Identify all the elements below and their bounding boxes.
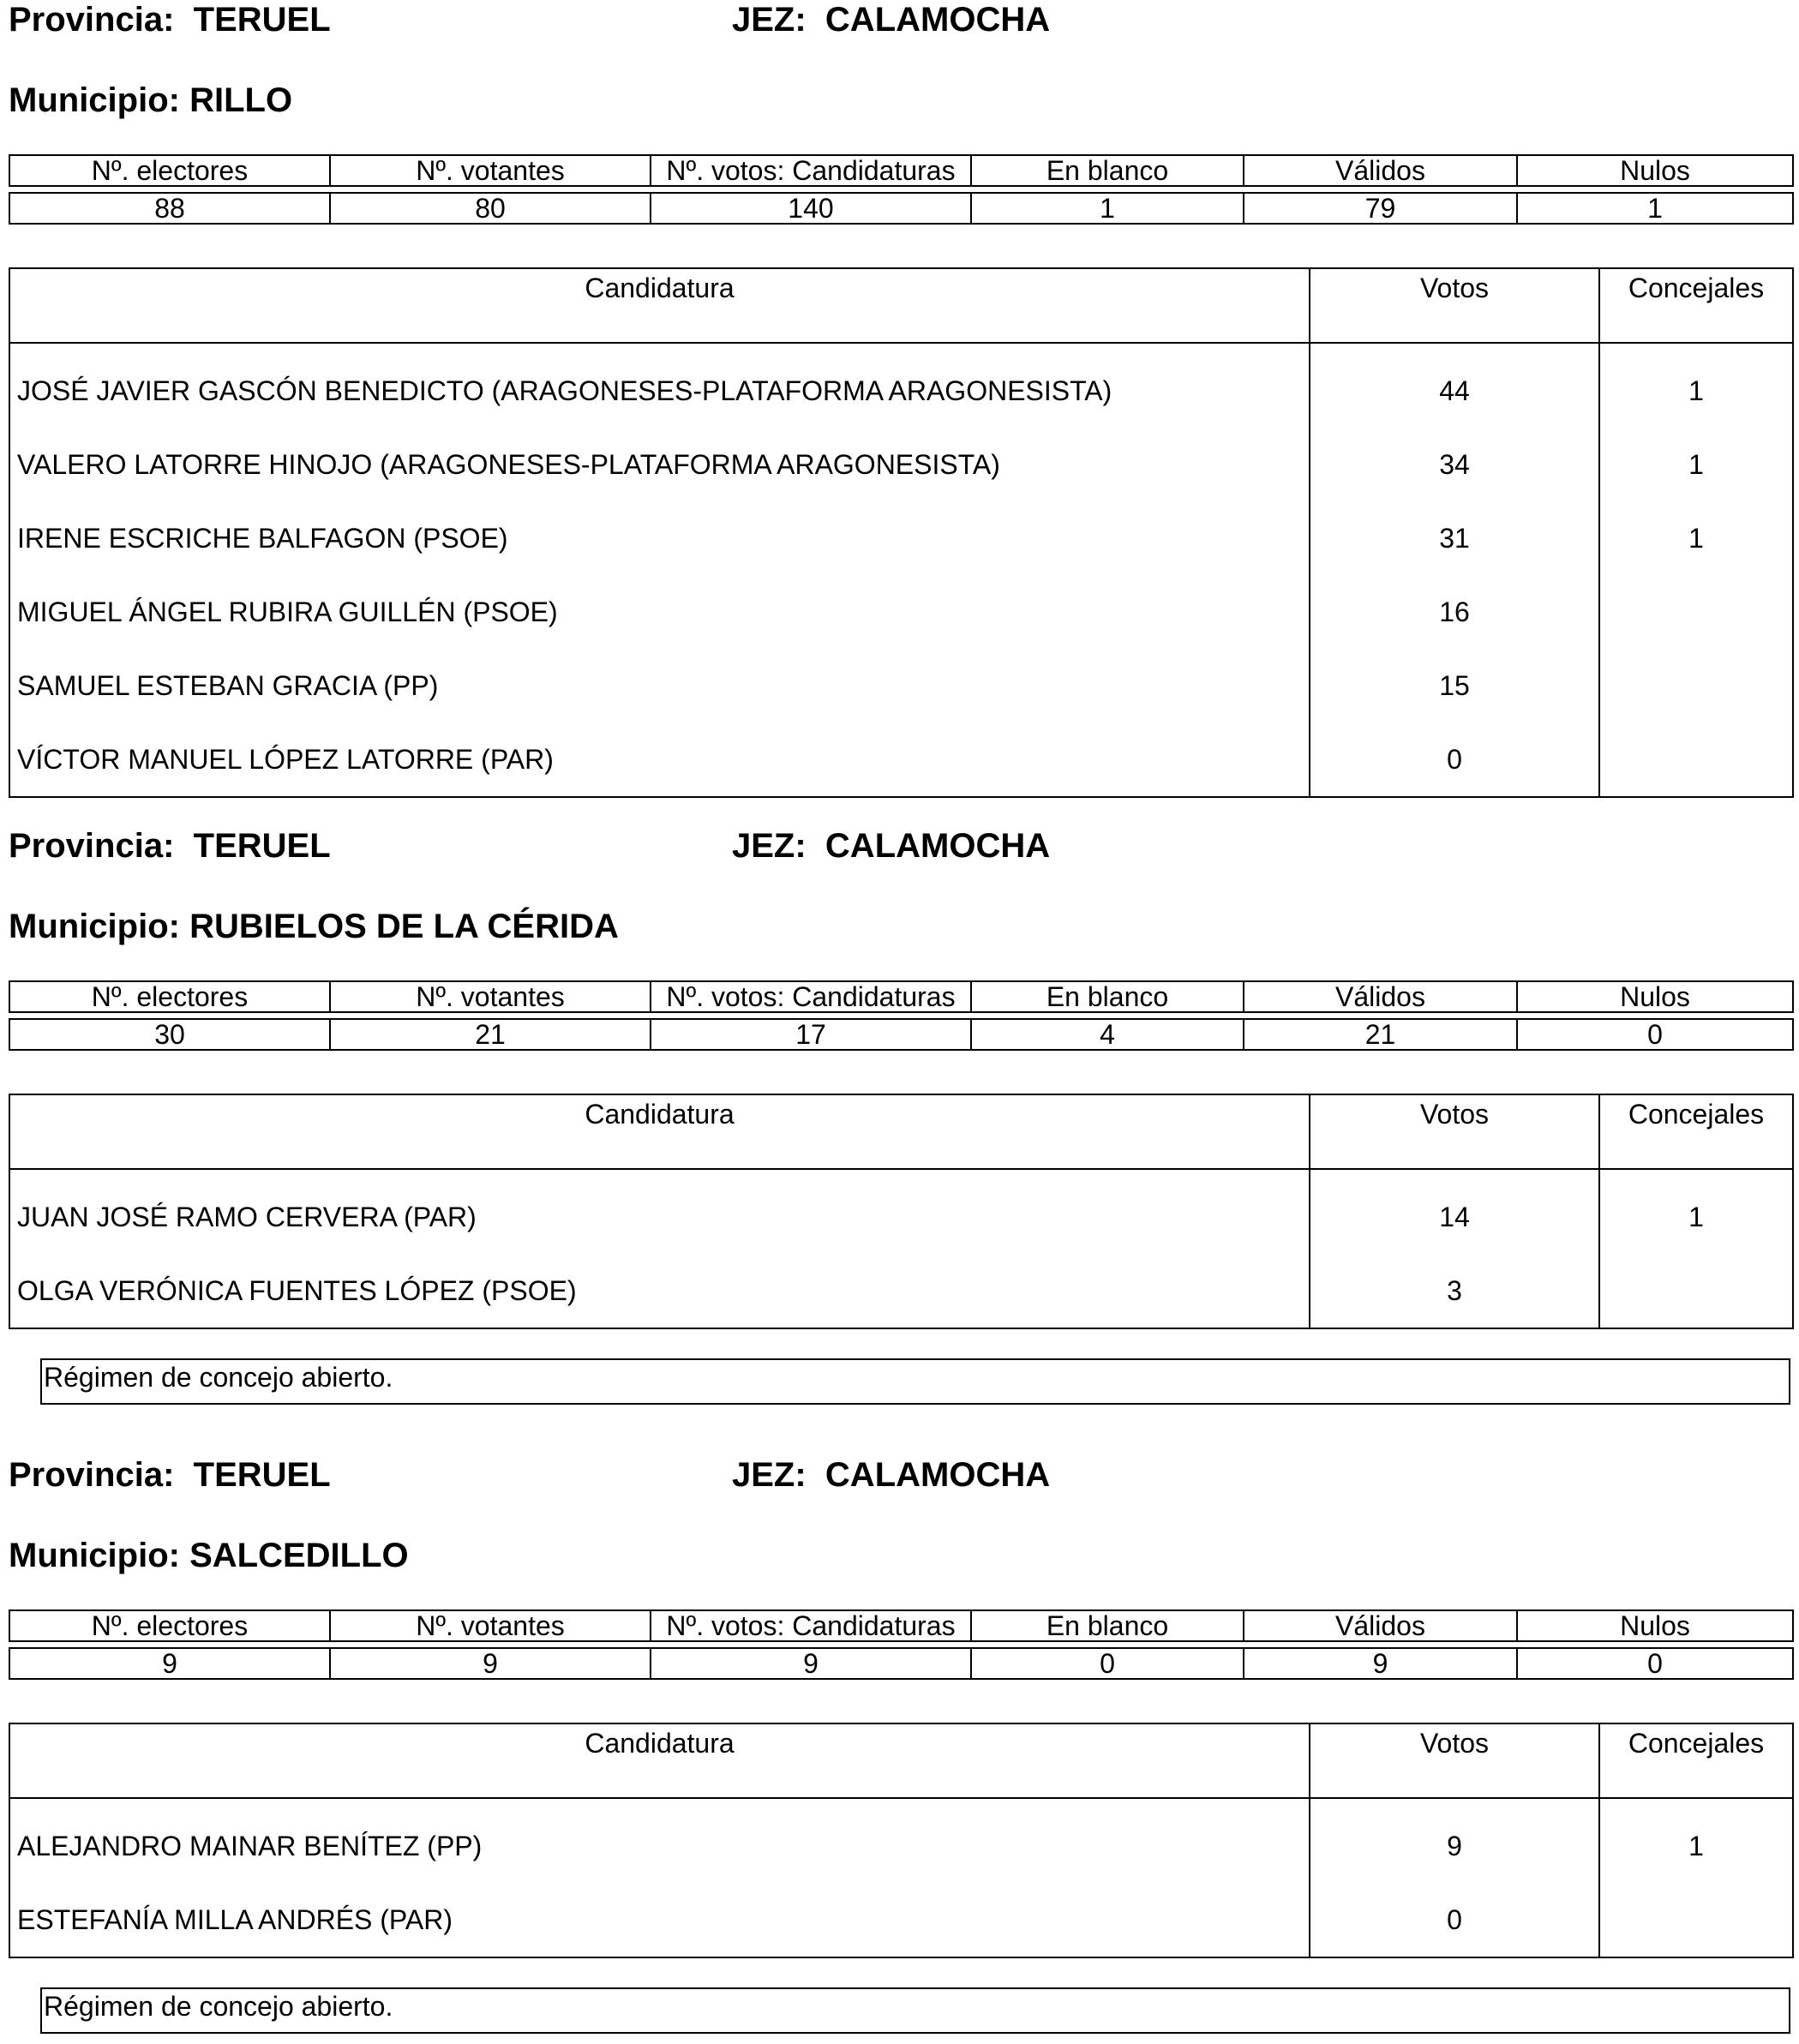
candidate-votes: 0 bbox=[1310, 722, 1599, 797]
cand-header-candidatura: Candidatura bbox=[9, 268, 1310, 343]
candidate-votes: 34 bbox=[1310, 428, 1599, 501]
stats-header-votos-candidaturas: Nº. votos: Candidaturas bbox=[651, 981, 971, 1012]
candidate-name: MIGUEL ÁNGEL RUBIRA GUILLÉN (PSOE) bbox=[17, 596, 558, 627]
candidate-concejales bbox=[1599, 722, 1793, 797]
municipio-label: Municipio: bbox=[9, 908, 180, 945]
municipio-value: SALCEDILLO bbox=[189, 1537, 409, 1574]
stats-values-table bbox=[9, 1647, 1794, 1680]
jez-label: JEZ: bbox=[732, 1456, 807, 1494]
table-row bbox=[9, 575, 1793, 649]
table-row bbox=[9, 343, 1793, 428]
candidate-name: ALEJANDRO MAINAR BENÍTEZ (PP) bbox=[17, 1830, 483, 1861]
stats-header-votantes: Nº. votantes bbox=[330, 1610, 651, 1641]
cand-header-candidatura: Candidatura bbox=[9, 1723, 1310, 1798]
candidate-concejales: 1 bbox=[1599, 501, 1793, 575]
table-row bbox=[9, 1169, 1793, 1254]
table-row bbox=[9, 1254, 1793, 1328]
table-row bbox=[9, 649, 1793, 722]
stats-header-votos-candidaturas: Nº. votos: Candidaturas bbox=[651, 1610, 971, 1641]
candidate-votes: 9 bbox=[1310, 1798, 1599, 1883]
candidates-table bbox=[9, 267, 1794, 798]
candidate-votes: 16 bbox=[1310, 575, 1599, 649]
stats-header-validos: Válidos bbox=[1244, 981, 1517, 1012]
provincia-value: TERUEL bbox=[193, 1456, 331, 1494]
jez-label: JEZ: bbox=[732, 827, 807, 865]
candidate-votes: 14 bbox=[1310, 1169, 1599, 1254]
cand-header-candidatura: Candidatura bbox=[9, 1094, 1310, 1169]
stats-header-en-blanco: En blanco bbox=[971, 1610, 1244, 1641]
provincia-heading bbox=[9, 0, 331, 39]
jez-label: JEZ: bbox=[732, 1, 807, 39]
cand-header-votos: Votos bbox=[1310, 268, 1599, 343]
stats-values-table bbox=[9, 1018, 1794, 1051]
candidate-concejales: 1 bbox=[1599, 1169, 1793, 1254]
municipio-heading bbox=[9, 81, 292, 120]
table-row bbox=[9, 1798, 1793, 1883]
stats-header-table bbox=[9, 1609, 1794, 1642]
cand-header-concejales: Concejales bbox=[1599, 1094, 1793, 1169]
candidate-votes: 0 bbox=[1310, 1883, 1599, 1957]
candidate-name: SAMUEL ESTEBAN GRACIA (PP) bbox=[17, 669, 439, 701]
jez-value: CALAMOCHA bbox=[825, 1, 1051, 39]
provincia-value: TERUEL bbox=[193, 827, 331, 865]
stats-value-electores: 88 bbox=[9, 193, 330, 224]
stats-header-electores: Nº. electores bbox=[9, 981, 330, 1012]
candidate-name: JUAN JOSÉ RAMO CERVERA (PAR) bbox=[17, 1201, 477, 1232]
municipio-heading bbox=[9, 1536, 409, 1575]
provincia-label: Provincia: bbox=[9, 1456, 175, 1494]
municipio-label: Municipio: bbox=[9, 81, 180, 119]
candidate-concejales: 1 bbox=[1599, 1798, 1793, 1883]
stats-header-en-blanco: En blanco bbox=[971, 981, 1244, 1012]
table-row bbox=[9, 722, 1793, 797]
candidate-concejales bbox=[1599, 1883, 1793, 1957]
municipio-value: RUBIELOS DE LA CÉRIDA bbox=[189, 908, 619, 945]
jez-value: CALAMOCHA bbox=[825, 1456, 1051, 1494]
stats-header-votos-candidaturas: Nº. votos: Candidaturas bbox=[651, 155, 971, 186]
cand-header-votos: Votos bbox=[1310, 1723, 1599, 1798]
candidate-concejales bbox=[1599, 649, 1793, 722]
table-row bbox=[9, 1883, 1793, 1957]
stats-value-en-blanco: 1 bbox=[971, 193, 1244, 224]
stats-value-votos-candidaturas: 9 bbox=[651, 1648, 971, 1679]
stats-header-votantes: Nº. votantes bbox=[330, 155, 651, 186]
stats-value-validos: 9 bbox=[1244, 1648, 1517, 1679]
table-row bbox=[9, 428, 1793, 501]
candidate-concejales: 1 bbox=[1599, 343, 1793, 428]
stats-value-electores: 9 bbox=[9, 1648, 330, 1679]
stats-value-nulos: 0 bbox=[1517, 1019, 1793, 1050]
provincia-heading bbox=[9, 1455, 331, 1495]
jez-heading bbox=[732, 826, 1050, 866]
candidate-name: OLGA VERÓNICA FUENTES LÓPEZ (PSOE) bbox=[17, 1274, 577, 1306]
stats-value-votos-candidaturas: 140 bbox=[651, 193, 971, 224]
jez-value: CALAMOCHA bbox=[825, 827, 1051, 865]
stats-header-validos: Válidos bbox=[1244, 1610, 1517, 1641]
provincia-heading bbox=[9, 826, 331, 866]
municipio-label: Municipio: bbox=[9, 1537, 180, 1574]
candidate-name: IRENE ESCRICHE BALFAGON (PSOE) bbox=[17, 522, 508, 554]
cand-header-concejales: Concejales bbox=[1599, 1723, 1793, 1798]
provincia-value: TERUEL bbox=[193, 1, 331, 39]
stats-value-votos-candidaturas: 17 bbox=[651, 1019, 971, 1050]
cand-header-votos: Votos bbox=[1310, 1094, 1599, 1169]
stats-value-en-blanco: 0 bbox=[971, 1648, 1244, 1679]
stats-value-nulos: 1 bbox=[1517, 193, 1793, 224]
stats-value-votantes: 21 bbox=[330, 1019, 651, 1050]
stats-header-votantes: Nº. votantes bbox=[330, 981, 651, 1012]
stats-value-validos: 21 bbox=[1244, 1019, 1517, 1050]
candidates-table bbox=[9, 1094, 1794, 1329]
candidate-votes: 3 bbox=[1310, 1254, 1599, 1328]
jez-heading bbox=[732, 0, 1050, 39]
jez-heading bbox=[732, 1455, 1050, 1495]
provincia-label: Provincia: bbox=[9, 1, 175, 39]
candidate-name: ESTEFANÍA MILLA ANDRÉS (PAR) bbox=[17, 1903, 453, 1935]
stats-values-table bbox=[9, 192, 1794, 225]
stats-value-nulos: 0 bbox=[1517, 1648, 1793, 1679]
regimen-note: Régimen de concejo abierto. bbox=[40, 1358, 1790, 1405]
provincia-label: Provincia: bbox=[9, 827, 175, 865]
candidate-concejales: 1 bbox=[1599, 428, 1793, 501]
stats-header-nulos: Nulos bbox=[1517, 981, 1793, 1012]
candidate-concejales bbox=[1599, 1254, 1793, 1328]
municipio-heading bbox=[9, 907, 619, 946]
candidate-name: VALERO LATORRE HINOJO (ARAGONESES-PLATAFORMA ARAGONESISTA) bbox=[17, 448, 1000, 480]
stats-value-en-blanco: 4 bbox=[971, 1019, 1244, 1050]
stats-header-table bbox=[9, 980, 1794, 1013]
stats-value-electores: 30 bbox=[9, 1019, 330, 1050]
stats-header-nulos: Nulos bbox=[1517, 1610, 1793, 1641]
candidate-name: VÍCTOR MANUEL LÓPEZ LATORRE (PAR) bbox=[17, 743, 554, 775]
stats-header-electores: Nº. electores bbox=[9, 1610, 330, 1641]
regimen-note: Régimen de concejo abierto. bbox=[40, 1987, 1790, 2034]
stats-header-en-blanco: En blanco bbox=[971, 155, 1244, 186]
stats-header-validos: Válidos bbox=[1244, 155, 1517, 186]
stats-value-votantes: 9 bbox=[330, 1648, 651, 1679]
municipio-value: RILLO bbox=[189, 81, 293, 119]
cand-header-concejales: Concejales bbox=[1599, 268, 1793, 343]
candidate-votes: 44 bbox=[1310, 343, 1599, 428]
candidate-name: JOSÉ JAVIER GASCÓN BENEDICTO (ARAGONESES-PLATAFORMA ARAGONESISTA) bbox=[17, 375, 1112, 406]
stats-header-electores: Nº. electores bbox=[9, 155, 330, 186]
candidate-votes: 31 bbox=[1310, 501, 1599, 575]
table-row bbox=[9, 501, 1793, 575]
candidate-votes: 15 bbox=[1310, 649, 1599, 722]
stats-value-votantes: 80 bbox=[330, 193, 651, 224]
candidates-table bbox=[9, 1723, 1794, 1958]
candidate-concejales bbox=[1599, 575, 1793, 649]
stats-header-nulos: Nulos bbox=[1517, 155, 1793, 186]
stats-value-validos: 79 bbox=[1244, 193, 1517, 224]
stats-header-table bbox=[9, 154, 1794, 187]
